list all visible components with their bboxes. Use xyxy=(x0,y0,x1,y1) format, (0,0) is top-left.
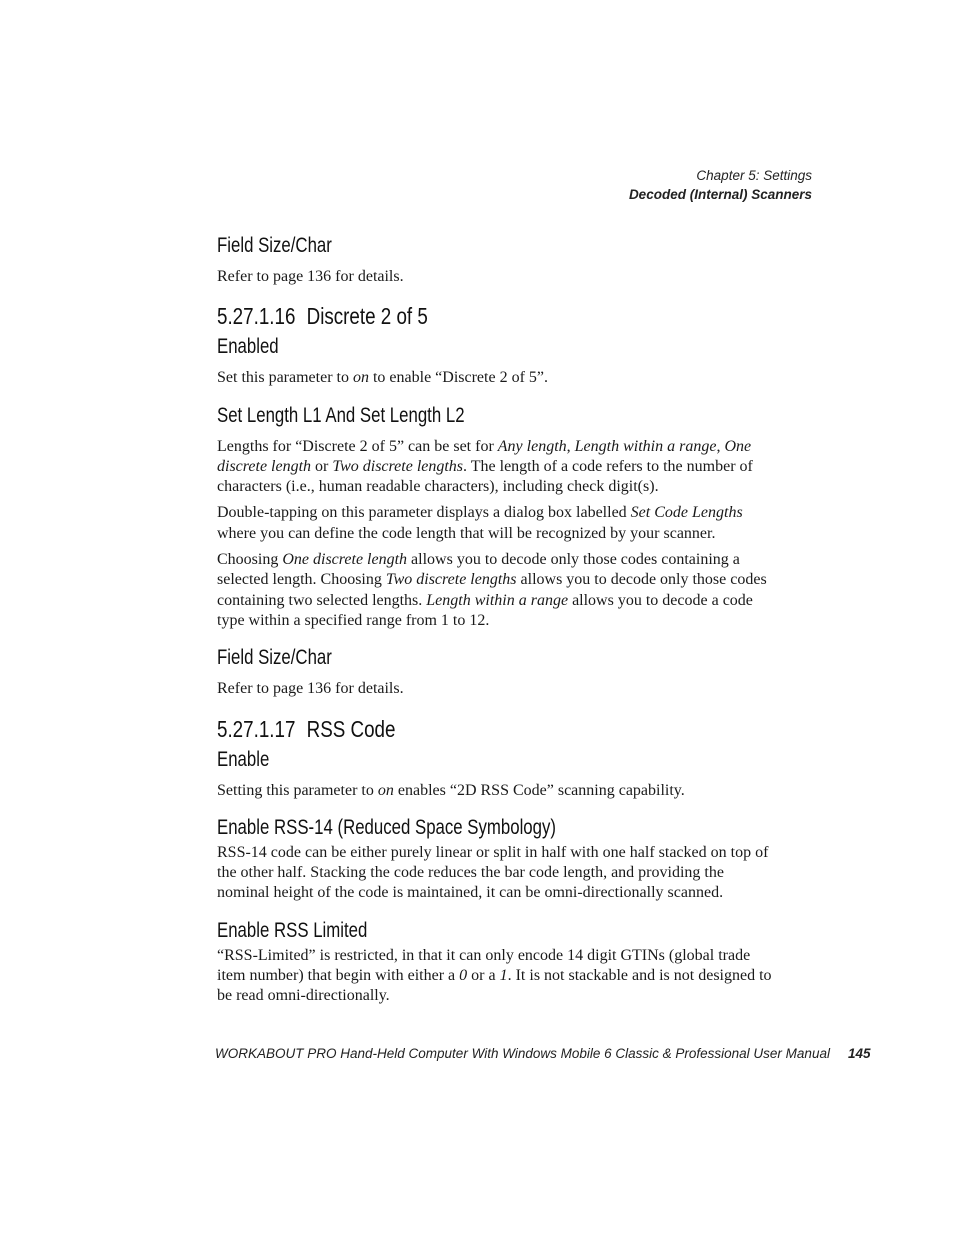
section-title: Discrete 2 of 5 xyxy=(306,303,428,330)
heading-enable-rss-14: Enable RSS-14 (Reduced Space Symbology) xyxy=(217,815,556,839)
heading-enable-rss-limited: Enable RSS Limited xyxy=(217,918,368,942)
paragraph-set-length-1: Lengths for “Discrete 2 of 5” can be set for Any length, Length within a range, One discrete length or Two discrete lengths. The length of a code refers to the number of characters (i.e., human readable characters), including check digit(s). xyxy=(217,437,753,496)
paragraph-set-length-3: Choosing One discrete length allows you to decode only those codes containing a selected length. Choosing Two discrete lengths allows you to decode only those codes containing two selected lengths. Length within a range allows you to decode a code type within a specified range from 1 to 12. xyxy=(217,551,767,629)
heading-set-length: Set Length L1 And Set Length L2 xyxy=(217,403,465,427)
running-footer xyxy=(215,1046,871,1061)
header-chapter: Chapter 5: Settings xyxy=(696,168,812,183)
running-header xyxy=(629,166,812,204)
paragraph-set-length-2: Double-tapping on this parameter displays a dialog box labelled Set Code Lengths where you can define the code length that will be recognized by your scanner. xyxy=(217,504,743,542)
footer-title: WORKABOUT PRO Hand-Held Computer With Windows Mobile 6 Classic & Professional User Manual xyxy=(215,1046,830,1061)
heading-enabled: Enabled xyxy=(217,335,279,359)
section-number: 5.27.1.17 xyxy=(217,715,296,742)
section-heading-discrete-2-of-5 xyxy=(217,300,667,332)
paragraph-enable-rss-limited: “RSS-Limited” is restricted, in that it can only encode 14 digit GTINs (global trade item number) that begin with either a 0 or a 1. It is not stackable and is not designed to be read omni-directionally. xyxy=(217,946,772,1005)
heading-field-size-char: Field Size/Char xyxy=(217,234,332,257)
paragraph-enable: Setting this parameter to on enables “2D RSS Code” scanning capability. xyxy=(217,781,685,799)
header-section: Decoded (Internal) Scanners xyxy=(628,187,812,202)
paragraph-enable-rss-14: RSS-14 code can be either purely linear or split in half with one half stacked on top of the other half. Stacking the code reduces the bar code length, and providing the nominal height of the code is maintained, it can be omni-directionally scanned. xyxy=(217,843,769,902)
section-number: 5.27.1.16 xyxy=(217,303,296,330)
paragraph-enabled: Set this parameter to on to enable “Discrete 2 of 5”. xyxy=(217,369,548,387)
heading-enable: Enable xyxy=(217,747,270,771)
paragraph-field-size-char: Refer to page 136 for details. xyxy=(217,268,404,285)
page-number: 145 xyxy=(847,1046,871,1061)
section-title: RSS Code xyxy=(306,715,396,742)
paragraph-field-size-char-2: Refer to page 136 for details. xyxy=(217,680,404,698)
page-content xyxy=(217,231,779,1007)
section-heading-rss-code xyxy=(217,713,667,745)
heading-field-size-char-2: Field Size/Char xyxy=(217,646,332,670)
